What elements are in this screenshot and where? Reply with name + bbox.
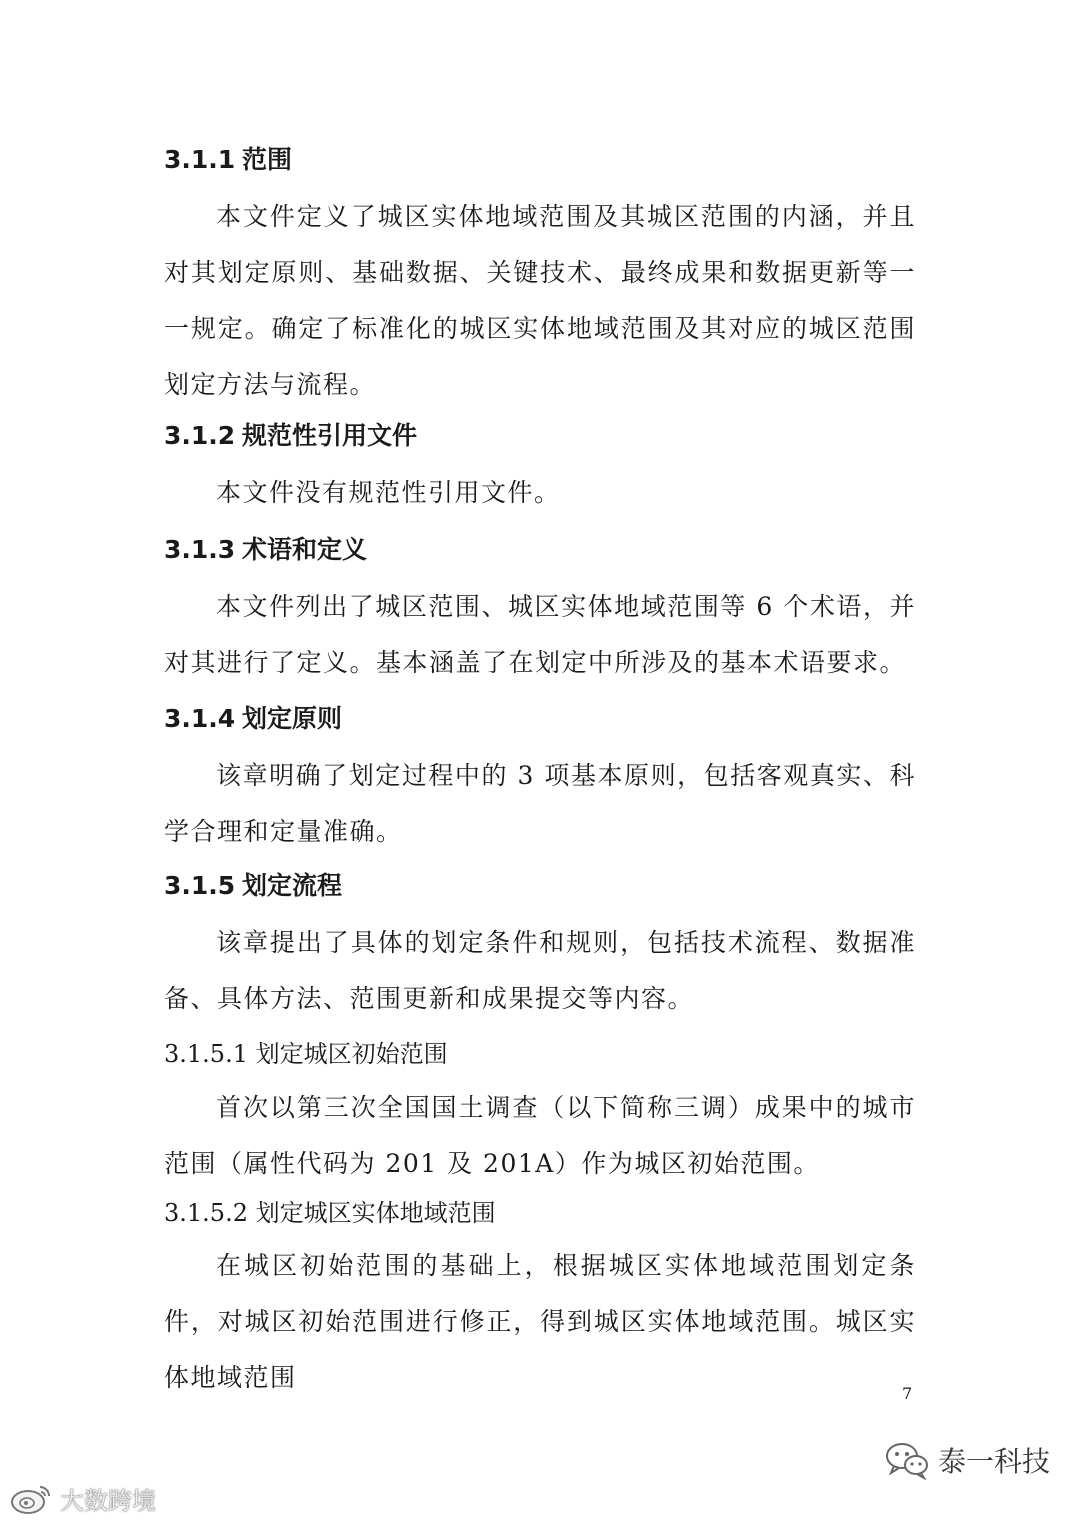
section-title: 范围 [242,145,293,174]
page-number: 7 [902,1384,913,1403]
watermark-text: 大数跨境 [60,1486,156,1515]
section-number: 3.1.2 [164,421,236,450]
section-title: 划定原则 [242,704,343,733]
section-body: 该章明确了划定过程中的 3 项基本原则，包括客观真实、科学合理和定量准确。 [164,761,916,846]
section-heading [164,419,417,453]
subsection-heading: 3.1.5.2 划定城区实体地域范围 [164,1199,496,1227]
section-heading [164,533,367,567]
subsection-heading: 3.1.5.1 划定城区初始范围 [164,1040,448,1068]
weibo-logo-icon [10,1481,54,1515]
subsection-body: 在城区初始范围的基础上，根据城区实体地域范围划定条件，对城区初始范围进行修正，得到城区实体地域范围。城区实体地域范围 [164,1251,916,1392]
section-number: 3.1.3 [164,535,236,564]
section-title: 划定流程 [242,871,343,900]
section-body: 本文件定义了城区实体地域范围及其城区范围的内涵，并且对其划定原则、基础数据、关键技术、最终成果和数据更新等一一规定。确定了标准化的城区实体地域范围及其对应的城区范围划定方法与流程。 [164,202,916,399]
section-title: 规范性引用文件 [242,421,418,450]
subsection-body: 首次以第三次全国国土调查（以下简称三调）成果中的城市范围（属性代码为 201 及 201A）作为城区初始范围。 [164,1093,916,1178]
section-number: 3.1.4 [164,704,236,733]
section-body: 本文件列出了城区范围、城区实体地域范围等 6 个术语，并对其进行了定义。基本涵盖了在划定中所涉及的基本术语要求。 [164,592,916,677]
section-heading [164,702,342,736]
watermark-weibo [10,1478,156,1518]
section-title: 术语和定义 [242,535,368,564]
section-body: 该章提出了具体的划定条件和规则，包括技术流程、数据准备、具体方法、范围更新和成果提交等内容。 [164,928,916,1013]
section-heading [164,869,342,903]
wechat-logo-icon [884,1440,930,1480]
section-body: 本文件没有规范性引用文件。 [216,478,561,507]
watermark-wechat [884,1434,1050,1486]
section-number: 3.1.1 [164,145,236,174]
section-number: 3.1.5 [164,871,236,900]
section-heading [164,143,292,177]
watermark-text: 泰一科技 [938,1445,1051,1478]
